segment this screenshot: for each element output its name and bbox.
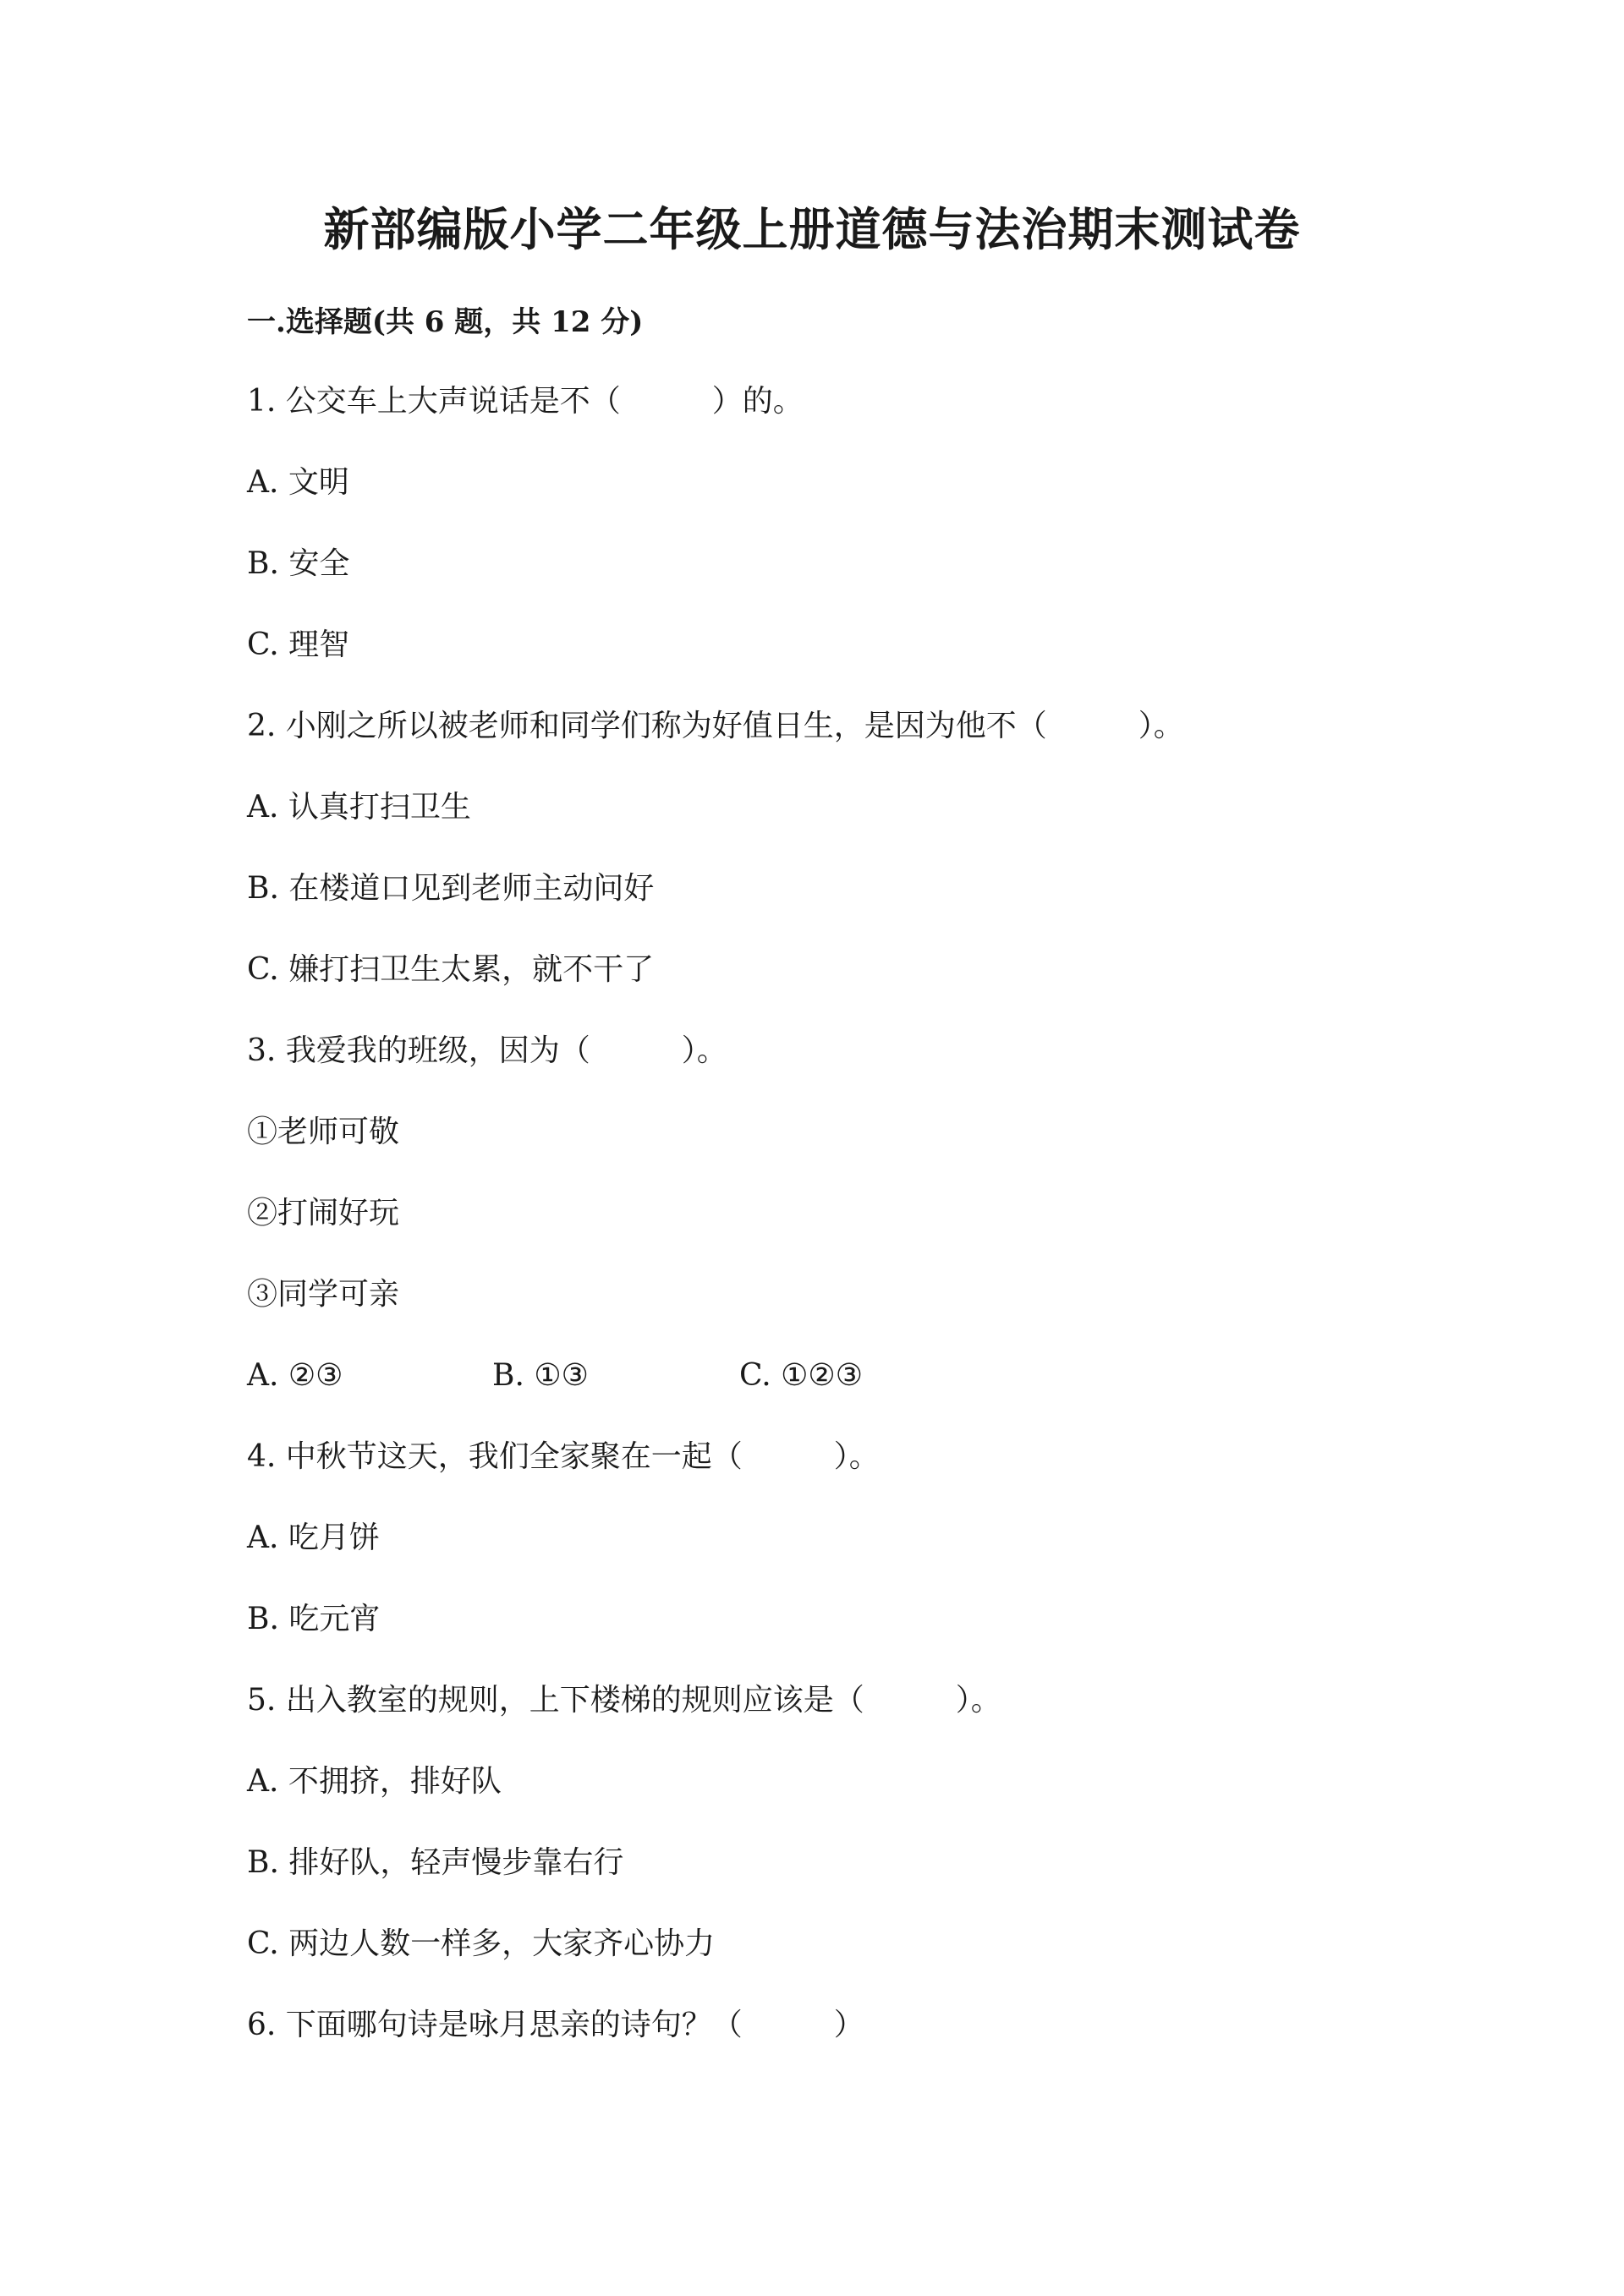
- question-3-option-a: A. ②③: [247, 1358, 343, 1393]
- question-1-option-a: A. 文明: [247, 465, 349, 500]
- question-1-option-b: B. 安全: [247, 546, 350, 581]
- question-3-option-b: B. ①③: [492, 1358, 589, 1393]
- question-1-stem: 1. 公交车上大声说话是不（ ）的。: [247, 384, 804, 419]
- section-heading: 一.选择题(共 6 题，共 12 分): [247, 305, 644, 339]
- question-2-option-a: A. 认真打扫卫生: [247, 790, 471, 825]
- question-5-option-b: B. 排好队，轻声慢步靠右行: [247, 1845, 624, 1880]
- question-4-option-b: B. 吃元宵: [247, 1602, 381, 1636]
- question-1-option-c: C. 理智: [247, 627, 350, 662]
- question-5-stem: 5. 出入教室的规则，上下楼梯的规则应该是（ ）。: [247, 1683, 1001, 1718]
- question-4-stem: 4. 中秋节这天，我们全家聚在一起（ ）。: [247, 1439, 880, 1474]
- question-3-option-c: C. ①②③: [739, 1358, 863, 1393]
- question-3-options-row: [247, 1355, 1431, 1397]
- page-title: 新部编版小学二年级上册道德与法治期末测试卷: [323, 202, 1301, 256]
- question-2-option-b: B. 在楼道口见到老师主动问好: [247, 871, 655, 906]
- question-4-option-a: A. 吃月饼: [247, 1521, 380, 1555]
- question-2-option-c: C. 嫌打扫卫生太累，就不干了: [247, 952, 655, 987]
- question-5-option-a: A. 不拥挤，排好队: [247, 1764, 502, 1799]
- question-3-item-3: ③同学可亲: [247, 1277, 400, 1312]
- question-2-stem: 2. 小刚之所以被老师和同学们称为好值日生，是因为他不（ ）。: [247, 709, 1184, 743]
- question-6-stem: 6. 下面哪句诗是咏月思亲的诗句？（ ）: [247, 2008, 864, 2042]
- question-5-option-c: C. 两边人数一样多，大家齐心协力: [247, 1926, 716, 1961]
- question-3-item-2: ②打闹好玩: [247, 1196, 400, 1230]
- question-3-stem: 3. 我爱我的班级，因为（ ）。: [247, 1033, 727, 1068]
- question-3-item-1: ①老师可敬: [247, 1115, 400, 1149]
